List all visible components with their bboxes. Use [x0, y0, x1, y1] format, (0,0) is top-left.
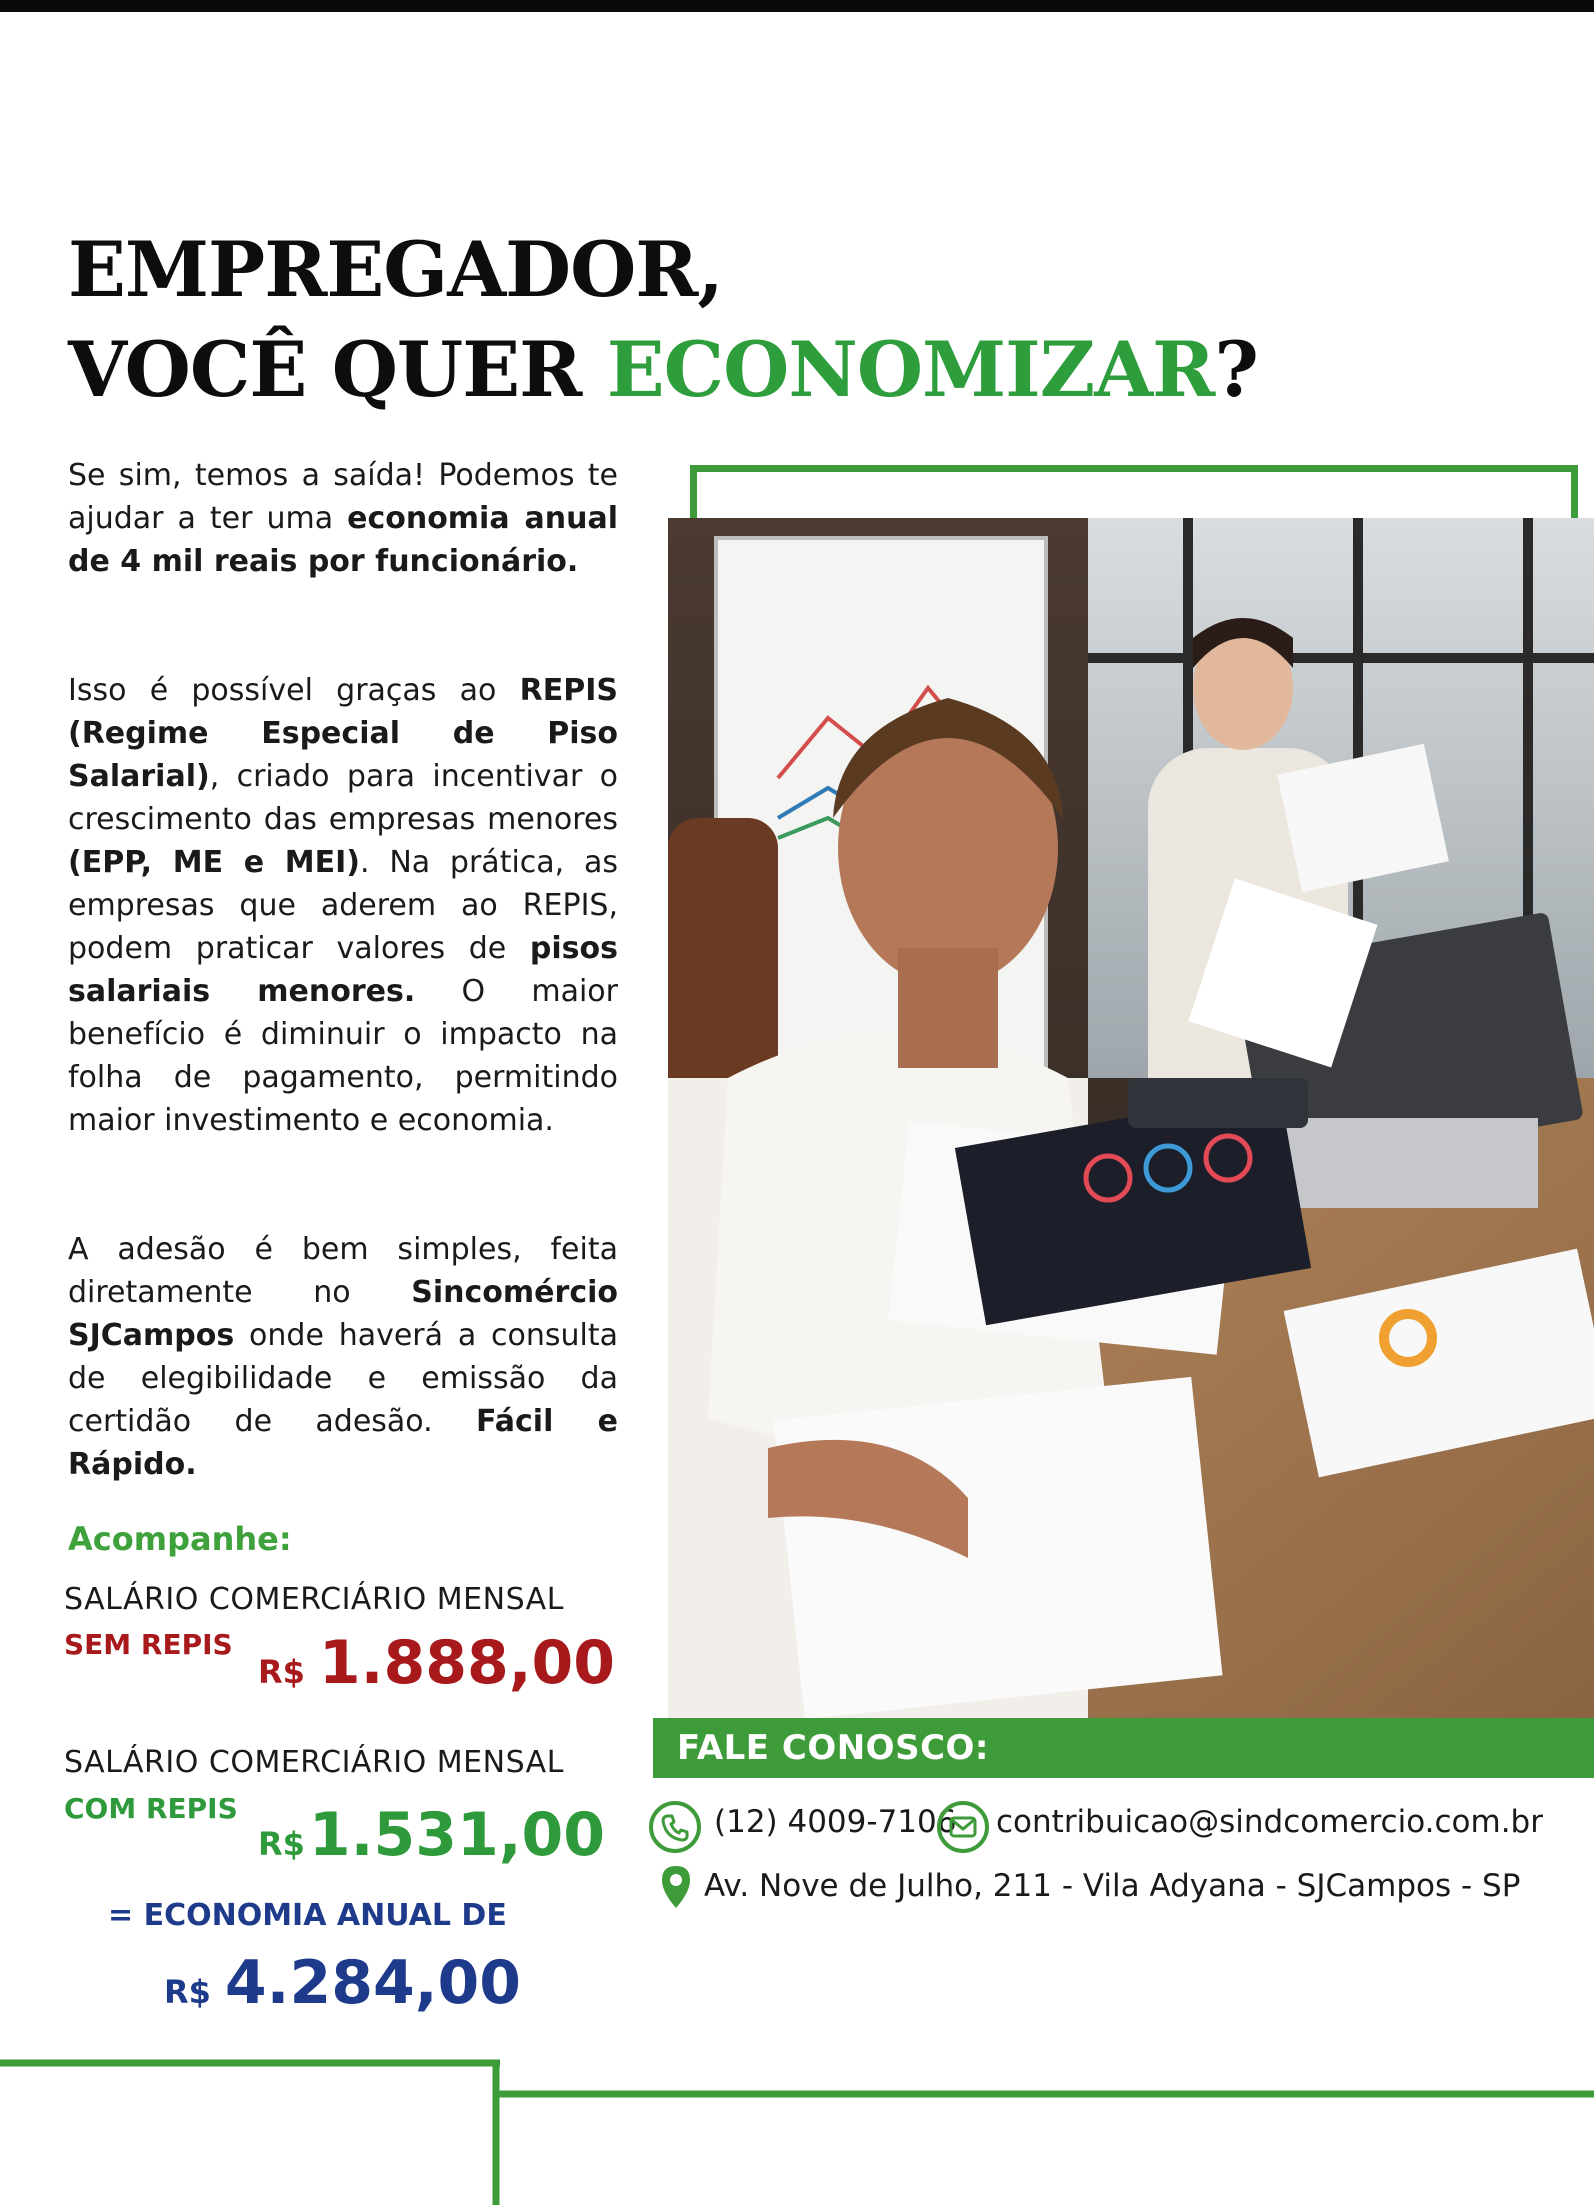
intro-p3-bold-easy: Fácil e Rápido. — [68, 1404, 618, 1482]
contact-phone[interactable]: (12) 4009-7106 — [714, 1804, 957, 1840]
intro-p2-bold-floors: pisos salariais menores. — [68, 931, 618, 1009]
salary-with-value: 1.531,00 — [308, 1800, 605, 1870]
contact-title: FALE CONOSCO: — [677, 1728, 990, 1768]
bottom-decor-lines — [0, 1990, 1594, 2205]
intro-paragraph-3 — [68, 1228, 618, 1486]
salary-without-amount — [258, 1628, 615, 1698]
savings-caption: = ECONOMIA ANUAL DE — [108, 1898, 507, 1933]
location-pin-icon — [660, 1864, 692, 1910]
intro-p1-text: Se sim, temos a saída! Podemos te ajudar a ter uma — [68, 458, 618, 536]
intro-p3-bold-sincomercio: Sincomércio SJCampos — [68, 1275, 618, 1353]
intro-p2-text-c: . Na prática, as empresas que aderem ao REPIS, podem praticar valores de — [68, 845, 618, 966]
headline — [68, 220, 1258, 420]
intro-p1-bold: economia anual de 4 mil reais por funcionário. — [68, 501, 618, 579]
office-photo — [668, 518, 1594, 1718]
contact-address: Av. Nove de Julho, 211 - Vila Adyana - SJCampos - SP — [704, 1868, 1521, 1904]
headline-suffix: ? — [1214, 325, 1258, 414]
headline-line2-prefix: VOCÊ QUER — [68, 325, 607, 414]
intro-p2-bold-repis: REPIS (Regime Especial de Piso Salarial) — [68, 673, 618, 794]
without-repis-tag: SEM REPIS — [64, 1628, 233, 1661]
office-photo-illustration — [668, 518, 1594, 1718]
intro-p3-text-b: onde haverá a consulta de elegibilidade e emissão da certidão de adesão. — [68, 1318, 618, 1439]
intro-p2-bold-companies: (EPP, ME e MEI) — [68, 845, 361, 880]
intro-paragraph-2 — [68, 669, 618, 1142]
currency-symbol: R$ — [258, 1825, 305, 1863]
intro-p2-text-d: O maior benefício é diminuir o impacto na folha de pagamento, permitindo maior investimento e economia. — [68, 974, 618, 1138]
savings-value: 4.284,00 — [224, 1948, 521, 2018]
headline-accent: ECONOMIZAR — [606, 325, 1215, 414]
intro-p2-text-b: , criado para incentivar o crescimento das empresas menores — [68, 759, 618, 837]
top-border — [0, 0, 1594, 12]
intro-p3-text-a: A adesão é bem simples, feita diretamente no — [68, 1232, 618, 1310]
contact-email[interactable]: contribuicao@sindcomercio.com.br — [996, 1804, 1543, 1840]
currency-symbol: R$ — [258, 1653, 305, 1691]
currency-symbol: R$ — [164, 1973, 211, 2011]
salary-with-caption: SALÁRIO COMERCIÁRIO MENSAL — [64, 1745, 564, 1780]
contact-bar — [653, 1718, 1594, 1778]
salary-without-value: 1.888,00 — [318, 1628, 615, 1698]
headline-line1: EMPREGADOR, — [68, 225, 723, 314]
phone-icon — [648, 1800, 702, 1854]
intro-p2-text-a: Isso é possível graças ao — [68, 673, 520, 708]
email-icon — [936, 1800, 990, 1854]
intro-paragraph-1 — [68, 454, 618, 583]
with-repis-tag: COM REPIS — [64, 1792, 238, 1825]
salary-with-amount — [258, 1800, 605, 1870]
follow-label: Acompanhe: — [68, 1520, 292, 1558]
salary-without-caption: SALÁRIO COMERCIÁRIO MENSAL — [64, 1582, 564, 1617]
